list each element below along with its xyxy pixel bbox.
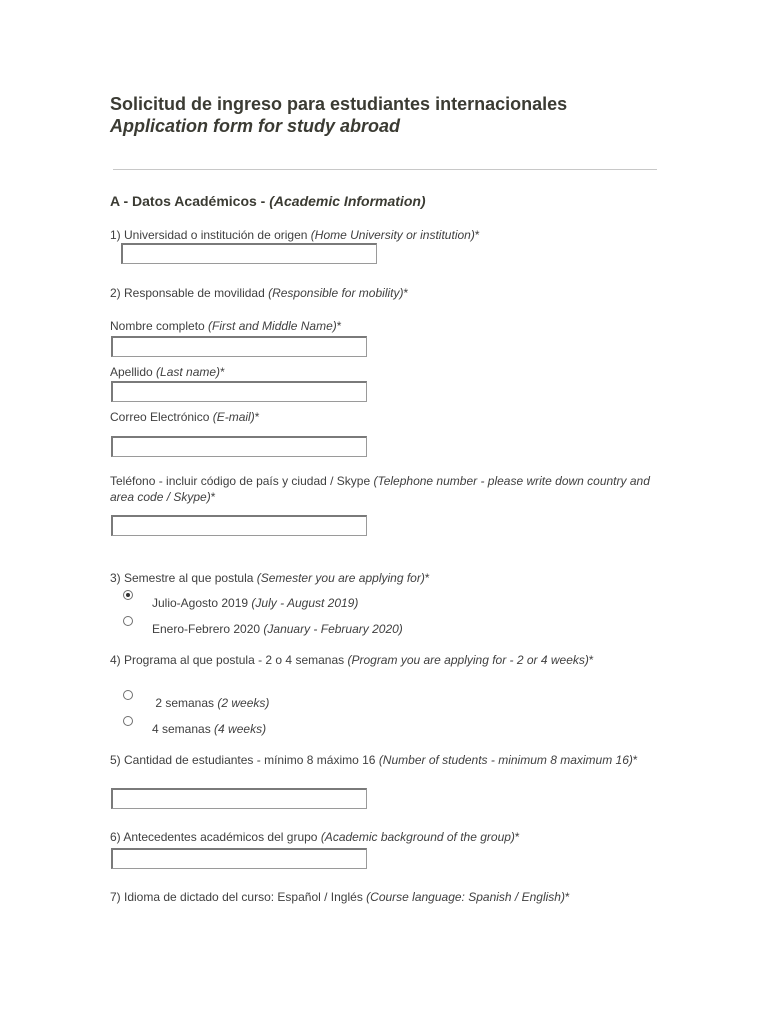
full-name-input[interactable] (111, 336, 367, 357)
home-university-input[interactable] (121, 243, 377, 264)
semester-radio-july-august[interactable] (123, 590, 133, 600)
semester-option-january-february (152, 621, 403, 637)
semester-label (110, 570, 430, 586)
required-marker: * (336, 319, 342, 333)
academic-background-label (110, 829, 520, 845)
required-marker: * (424, 571, 430, 585)
required-marker: * (632, 753, 638, 767)
section-heading-academic (110, 192, 426, 210)
full-name-label-es: Nombre completo (110, 319, 209, 333)
program-option-2-weeks (152, 695, 269, 711)
required-marker: * (220, 365, 225, 379)
required-marker: * (210, 490, 216, 504)
mobility-responsible-label (110, 285, 408, 301)
home-university-label-es: 1) Universidad o institución de origen (110, 228, 311, 242)
section-heading-prefix: A - Datos Académicos - (110, 193, 270, 209)
course-language-label-es: 7) Idioma de dictado del curso: Español / Inglés (110, 890, 367, 904)
required-marker: * (474, 228, 480, 242)
required-marker: * (514, 830, 520, 844)
program-radio-2-weeks[interactable] (123, 690, 133, 700)
mobility-responsible-label-en: (Responsible for mobility) (268, 286, 404, 300)
form-title-english: Application form for study abroad (110, 116, 401, 136)
phone-label-en: (Telephone number - please write down country and area code / Skype) (110, 474, 650, 504)
academic-background-input[interactable] (111, 848, 367, 869)
phone-label (110, 473, 655, 505)
last-name-label-en: (Last name) (156, 365, 221, 379)
program-label-en: (Program you are applying for - 2 or 4 weeks) (347, 653, 589, 667)
academic-background-label-es: 6) Antecedentes académicos del grupo (110, 830, 321, 844)
email-label (110, 409, 259, 425)
phone-label-es: Teléfono - incluir código de país y ciudad / Skype (110, 474, 374, 488)
option-label-en: (4 weeks) (214, 722, 267, 736)
full-name-label-en: (First and Middle Name) (208, 319, 337, 333)
required-marker: * (254, 410, 260, 424)
student-count-label-es: 5) Cantidad de estudiantes - mínimo 8 máximo 16 (110, 753, 379, 767)
option-label-en: (January - February 2020) (263, 622, 403, 636)
last-name-input[interactable] (111, 381, 367, 402)
semester-label-en: (Semester you are applying for) (256, 571, 425, 585)
home-university-label-en: (Home University or institution) (310, 228, 475, 242)
phone-input[interactable] (111, 515, 367, 536)
option-label-es: Enero-Febrero 2020 (152, 622, 264, 636)
course-language-label-en: (Course language: Spanish / English) (366, 890, 565, 904)
course-language-label (110, 889, 570, 905)
program-radio-4-weeks[interactable] (123, 716, 133, 726)
full-name-label (110, 318, 341, 334)
section-heading-english: (Academic Information) (269, 193, 426, 209)
program-label (110, 652, 594, 668)
email-input[interactable] (111, 436, 367, 457)
home-university-label (110, 227, 480, 243)
radio-selected-dot (126, 593, 130, 597)
required-marker: * (588, 653, 594, 667)
student-count-input[interactable] (111, 788, 367, 809)
required-marker: * (403, 286, 409, 300)
email-label-es: Correo Electrónico (110, 410, 213, 424)
header-divider (113, 169, 657, 170)
mobility-responsible-label-es: 2) Responsable de movilidad (110, 286, 269, 300)
required-marker: * (564, 890, 570, 904)
option-label-en: (2 weeks) (217, 696, 270, 710)
last-name-label-es: Apellido (110, 365, 157, 379)
academic-background-label-en: (Academic background of the group) (320, 830, 515, 844)
semester-label-es: 3) Semestre al que postula (110, 571, 257, 585)
program-label-es: 4) Programa al que postula - 2 o 4 semanas (110, 653, 348, 667)
last-name-label (110, 364, 225, 380)
email-label-en: (E-mail) (212, 410, 255, 424)
option-label-es: 4 semanas (152, 722, 215, 736)
student-count-label-en: (Number of students - minimum 8 maximum 16) (378, 753, 633, 767)
semester-option-july-august (152, 595, 358, 611)
option-label-en: (July - August 2019) (251, 596, 359, 610)
option-label-es: Julio-Agosto 2019 (152, 596, 252, 610)
semester-radio-january-february[interactable] (123, 616, 133, 626)
student-count-label (110, 752, 655, 768)
option-label-es: 2 semanas (152, 696, 218, 710)
program-option-4-weeks (152, 721, 266, 737)
form-title-spanish: Solicitud de ingreso para estudiantes internacionales (110, 94, 568, 114)
